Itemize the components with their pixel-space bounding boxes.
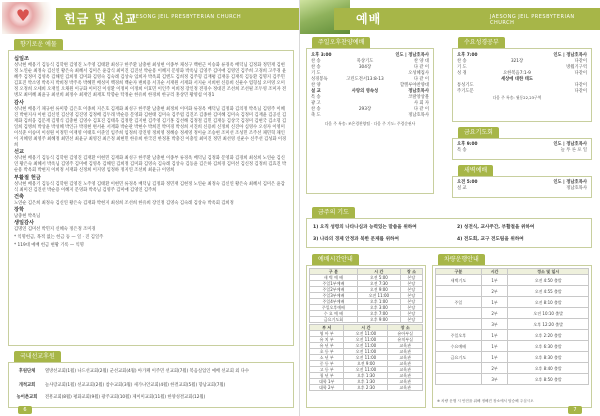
table-row: 3부 오후 8:50 출발 [436,374,589,385]
mission-label: 개척교회 [18,383,36,388]
left-header [0,0,300,34]
order-row: 찬 송 293장 다 같 이 [311,106,429,112]
table-row: 영 아 부 오전 11:00 유아부실 [310,331,423,337]
table-header-row: 구 분 시 간 장 소 [310,269,423,275]
offering-note: * 119대 예배 헌금 현황 기록 — 익명 [14,243,84,249]
table-header-row: 구분 시간 정소 및 일시 [436,269,589,275]
section-title: 장학 [14,206,25,213]
order-row: 주기도문 다같이 [457,88,587,94]
vehicle-note: ※ 차량 운행 시 안전을 위해 정해진 장소에서 탑승해 주십시오 [437,399,534,403]
table-row: 주일 1부 오전 8:10 출발 [436,297,589,308]
mission-support-box [8,362,294,408]
table-row: 2부 오후 8:40 출발 [436,363,589,374]
order-row: 찬 송 묵상기도 찬 양 대 [311,58,429,64]
section-title: 건축 [14,193,25,200]
order-row: 오후 9:00 인도 | 정남호목사 [457,142,587,147]
church-name: JAESONG JEIL PRESBYTERIAN CHURCH [130,14,242,20]
table-row: 2부 오전 10:10 출발 [436,308,589,319]
table-row: 고 등 부 오전 11:00 교육관 [310,367,423,373]
order-row: 통성기도 다같이 [457,82,587,88]
offering-list [8,50,294,346]
mission-row [9,383,295,389]
order-row: 설 교 사랑의 영속성 정남호목사 [311,88,429,94]
section-title: 선교 [14,149,25,156]
section-names: 성낙현 배용기 김동식 김학변 김영진 노주영 김태환 이현민 류경옥 배덕님 김정화 정민재 김현정 노연순 최정숙 김신연 황은숙 최혜서 김미은 윤갑식 최미진 김진선 박순용 이혜지 문영화 박옥님 김영주 김미애 김영연 김주희 [14,181,285,193]
order-row: 찬 송 321장 다같이 [457,58,587,64]
table-row: 청 년 부 오후 1:30 교육관 [310,373,423,379]
table-row: 중 등 부 오전 9:00 교육관 [310,361,423,367]
mission-row [9,395,295,401]
section-title: 부활절 헌금 [14,174,41,181]
order-row: 찬 양 할렐루야찬양대 [311,82,429,88]
order-row: 성 경 요한복음7:1-9 다같이 [457,70,587,76]
mission-label: 후원단체 [18,369,36,374]
order-row: 찬 송 304장 다 같 이 [311,64,429,70]
table-row: 새벽기도 1부 오전 4:50 출발 [436,275,589,286]
table-row: 주일1부예배 오전 7:30 본당 [310,281,423,287]
table-row: 금요기도 1부 오후 8:30 출발 [436,352,589,363]
dawn-tab: 새벽예배 [458,165,493,176]
order-row: 설 교 정남호목사 [457,185,587,191]
table-row: 주일2부예배 오전 9:00 본당 [310,287,423,293]
praise-tab: 향기로운 예물 [14,39,63,50]
wednesday-tab: 수요성경공부 [458,37,505,48]
table-row: 수요예배 1부 오후 6:30 출발 [436,341,589,352]
worship-times-box [306,265,426,408]
sunday-tab: 주일오후찬양예배 [312,37,370,48]
table-row: 주일4부예배 오후 1:00 본당 [310,299,423,305]
order-row: 기 도 방월기구역 [457,64,587,70]
vehicle-box [432,265,592,408]
vehicle-table [435,268,589,385]
page-title: 헌금 및 선교 [64,12,138,26]
section-title: 생일감사 [14,219,35,226]
mission-value: 열방선교회(1월) 나드선교회(2월) 군선교회(4월) 아가페 이주민 선교회(7월) 복음실업인 예배 선교회 외 다수 [45,369,250,374]
section-title: 십일조 [14,56,30,62]
prayer-item: 2) 성전식, 교사주간, 부활절을 위하여 [457,225,535,230]
school-table [309,324,423,391]
order-row: 다음 주 특송: 윗동22,23구역 [492,94,542,100]
prayer-item: 3) 나라의 경제 안정과 북한 문제를 위하여 [313,237,399,242]
right-header [300,0,600,34]
section-names: 성낙현 배용기 김동식 김학변 김영진 김재환 이현민 김재화 최성구 한주환 남충현 이종부 류경옥 배덕님 김정화 문영화 김경희 최성희 노연순 김신연 황은숙 최혜서 박옥님 김영주 김미애 김영옥 김해연 김희정 김미화 김영숙 김숙례 김상숙 김동윤 김은하 김희경 김미선 김신정 김정희 김효진 박순용 박옥회 박현지 이희정 서재화 신정희 이지영 임정하 정지연 조선희 최윤규 이영희 [14,156,287,174]
table-row: 대학 2부 오후 2:30 교육관 [310,385,423,391]
table-row: 유 년 부 오전 11:00 교육관 [310,343,423,349]
table-row: 새 벽 예 배 오전 5:00 본당 [310,275,423,281]
table-row: 유 치 부 오전 11:00 유치부실 [310,337,423,343]
friday-tab: 금요기도회 [458,127,499,138]
order-row: 오전 5:00 인도 | 정남호목사 [457,180,587,185]
prayer-item: 4) 전도회, 교구 전도팀을 위하여 [457,237,524,242]
offering-section-easter [14,175,288,194]
table-row: 주일오후예배 오후 3:00 본당 [310,305,423,311]
section-names: 성낙현 배용기 채규현 류미향 김은호 이종희 지은호 김재화 최성구 한주환 남충현 최정희 이미화 류경옥 배덕님 김정화 김의정 박옥님 김영주 이혜진 박현지사 이현 김신연 김신영 김진영 김정배 김두래 박순용 문영화 김현태 김미숙 김주엽 김진조 김종한 김미혜 김미숙 김정미 김재윤 김공신 김재화 김희웅 김문재 김명식 김충현 김영수 김효진 김태욱 김정란 김지현 김주영 김기홍 김선해 김정철 김민 김재동 김상국 김경미 김현국 김소형 김일희 김병희 박상윤 박성혜 박인규 박경현 변서운 서재화 박순관 박현수 박희진 박미경 박성희 서진희 신용희 신정희 신진아 심영수 오성자 이영미 이석준 이승미 이성원 이정민 이재영 이태호 이준일 임주희 임정희 장진영 정희영 정혜승 정세영 정이슬 조승현 조미선 조성민 조주선 채민혁 채인이 지혜영 최영주 최혜정 최민선 최윤규 최영진 최은정 최현민 한유희 한국진 한정훈 박충진 이충일 최미진 정민 최선영 신운수 신주선 김성화 이경희 [14,106,287,149]
section-title: 감사 [14,99,25,106]
table-row: 금요기도회 오후 9:00 본당 [310,317,423,323]
mission-tab: 국내선교후원 [14,351,61,362]
offering-note: * 익명헌금, 목적 없는 헌금 등 — 일 · 진 김일주 [14,234,104,240]
wednesday-order-box [452,48,592,122]
right-page [300,0,600,416]
mission-value: 전흥교회(8월) 평화교회(9월) 광주교회(10월) 제이미교회(11월) 한양성결교회(12월) [45,395,206,400]
heart-icon: ♥ [15,6,31,25]
section-names: 김명연 김미선 박민지 신혜숙 정은정 조미경 [14,226,96,232]
mission-value: 늘사랑교회(1월) 선교교회(2월) 참수교회(3월) 새가나안교회(4월) 한결교회(5월) 향남교회(7월) [45,383,226,388]
prayers-tab: 금주의 기도 [312,207,355,218]
worship-times-tab: 예배시간안내 [312,254,359,265]
order-row: 특 송 코랄앙상블 [311,94,429,100]
offering-section-scholarship [14,207,288,220]
weekly-prayers-box [306,218,592,248]
table-row: 2부 오전 4:55 출발 [436,286,589,297]
sunday-note: 다음 주 특송: 조은경찬양팀 · 다음 주 기도: 주경순권사 [324,121,416,127]
page-number: 6 [18,406,32,414]
sunday-order-box [306,48,434,194]
table-row: 초 등 부 오전 11:00 교육관 [310,349,423,355]
offering-section-birthday [14,220,288,233]
section-names: 노연순 김은희 최정숙 김신연 황은숙 김재화 박현지 최성희 조선희 한유희 장인정 김영숙 김숙례 김상숙 박옥회 김희정 [14,200,234,206]
vehicle-tab: 차량운행안내 [438,254,485,265]
table-row: 대학 1부 오후 1:30 교육관 [310,379,423,385]
friday-order-box [452,138,592,160]
table-row: 소 년 부 오전 11:00 교육관 [310,355,423,361]
page-title: 예배 [356,12,382,26]
table-row: 주일3부예배 오전 11:00 본당 [310,293,423,299]
offering-section-building [14,194,288,207]
order-row: 오후 7:00 인도 | 정남호목사 [457,53,587,58]
offering-section-tithe [14,56,288,100]
church-name: JAESONG JEIL PRESBYTERIAN CHURCH [490,14,575,26]
table-row: 주일오후 1부 오후 2:20 출발 [436,330,589,341]
order-row: 특 송 늘 푸 른 포 일 [457,147,587,153]
order-row: 기 도 오성혜집사 [311,70,429,76]
page-number: 7 [568,406,582,414]
dawn-order-box [452,176,592,198]
mission-label: 농어촌교회 [16,395,38,400]
order-row: 축 도 정남호목사 [311,112,429,118]
mission-row [9,369,295,375]
section-names: 남충현 박옥님 [14,213,41,219]
offering-section-mission [14,149,288,174]
table-header-row: 부 서 시 간 장 소 [310,325,423,331]
offering-section-thanks [14,100,288,150]
table-row: 3부 오후 12:20 출발 [436,319,589,330]
order-row: 세상에 대한 태도 [500,76,534,82]
order-row: 오후 3:00 인도 | 정남호목사 [311,53,429,58]
prayer-item: 1) 오직 성령의 나타나심과 능력있는 말씀을 위하여 [313,225,417,230]
section-names: 성낙현 배용기 김동식 김학변 김영진 노주영 김태환 최성구 한주환 남충현 최성현 이종부 채성구 백현근 이승화 류경옥 배덕님 김정화 정민재 김현정 노연순 최정숙 김신연 황은숙 최혜서 김미은 윤갑식 최미진 김진선 박순용 이혜지 문영화 박옥님 김영주 김미애 김영연 김주희 고경희 고주경 윤혜주 김정미 김영옥 김해연 김희정 김미화 김영숙 김숙례 김상숙 임희자 박옥회 김엔도 김희정 김주형 김재평 김재웅 김재록 김동환 김명지 김주민 김효진 박소영 박옥지 박희정 박주옥 박혜민 배성미 백경희 백순자 변희용 서귀순 서재원 서재화 서지순 서희현 신용희 신운수 염형섭 오미영 오미정 오정희 오세희 오재일 오채원 이규화 이미진 이성환 이정미 이정희 이효민 이인주 이희정 장인정 전경수 정대진 조선희 조선필 조두영 조미자 전병모 최미혜 최윤규 최선희 최정수 최재인 최재호 탁향순 탁정순 한유희 한경희 한규리 홍상민 황영섭 이경1 [14,63,287,99]
order-row: 광 고 사 회 자 [311,100,429,106]
table-row: 수 요 예 배 오후 7:00 본당 [310,311,423,317]
worship-table [309,268,423,323]
order-row: 성경봉독 고린도전서13:8-13 다 같 이 [311,76,429,82]
